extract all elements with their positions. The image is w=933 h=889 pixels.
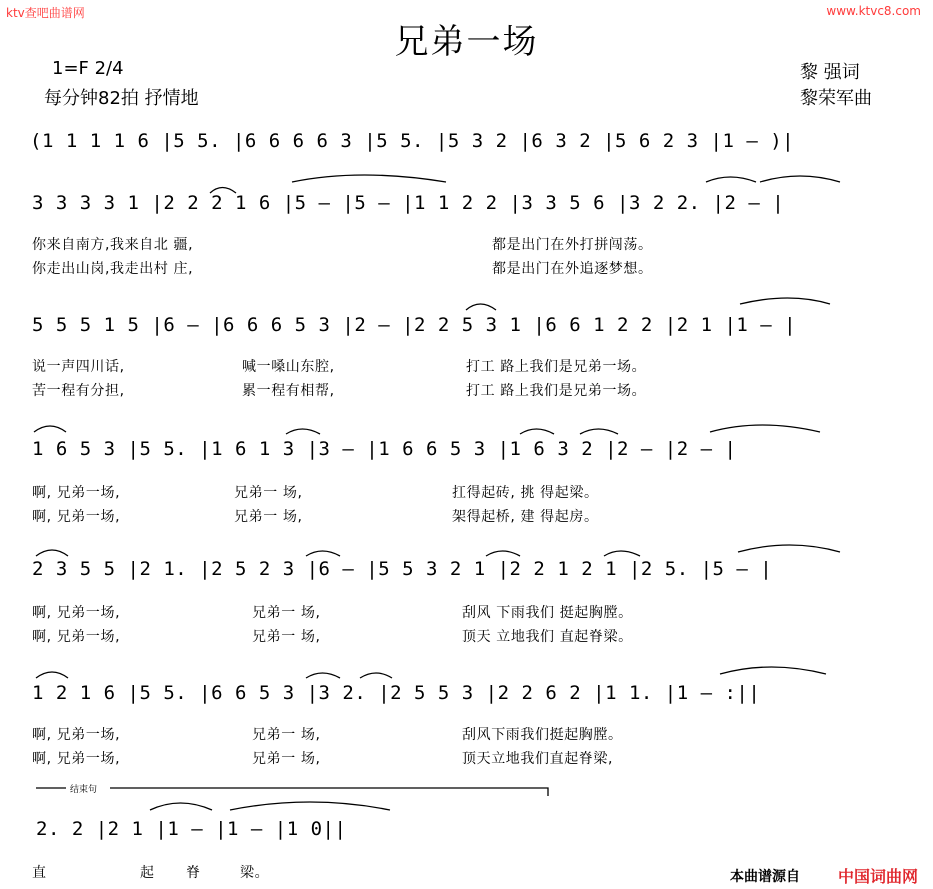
lyric-word: 梁。 (240, 865, 270, 881)
lyricist-credit: 黎 强词 (800, 62, 860, 83)
lyric-line: 打工 路上我们是兄弟一场。 (466, 359, 647, 375)
slur (466, 304, 496, 310)
slur (36, 550, 68, 556)
slur (706, 177, 756, 182)
slur (738, 545, 840, 552)
score-line-1: (1 1 1 1 6 |5 5. |6 6 6 6 3 |5 5. |5 3 2 |6 3 2 |5 6 2 3 |1 – )| (30, 130, 795, 152)
slur (720, 667, 826, 674)
lyric-line: 打工 路上我们是兄弟一场。 (466, 383, 647, 399)
slur (604, 551, 640, 556)
lyric-line: 啊, 兄弟一场, (32, 727, 121, 743)
lyric-line: 苦一程有分担, (32, 383, 125, 399)
slur (230, 802, 390, 810)
score-line-coda: 2. 2 |2 1 |1 – |1 – |1 0|| (36, 818, 347, 840)
slur (34, 426, 66, 432)
score-line-2: 3 3 3 3 1 |2 2 2 1 6 |5 – |5 – |1 1 2 2 |3 3 5 6 |3 2 2. |2 – | (32, 192, 785, 214)
slur (520, 429, 554, 434)
lyric-line: 兄弟一 场, (252, 629, 321, 645)
coda-label: 结束句 (70, 785, 98, 795)
tempo-marking: 每分钟82拍 抒情地 (44, 88, 199, 109)
slur (360, 673, 392, 678)
lyric-line: 兄弟一 场, (234, 509, 303, 525)
watermark-left: ktv查吧曲谱网 (6, 6, 85, 20)
slur (710, 425, 820, 432)
coda-bracket (36, 788, 548, 796)
lyric-line: 兄弟一 场, (234, 485, 303, 501)
slur (760, 176, 840, 182)
lyric-line: 刮风下雨我们挺起胸膛。 (462, 727, 623, 743)
watermark-right: www.ktvc8.com (826, 4, 921, 18)
lyric-line: 兄弟一 场, (252, 751, 321, 767)
source-site-logo: 中国词曲网 (838, 867, 919, 886)
slur (36, 672, 68, 678)
source-label: 本曲谱源自 (730, 869, 800, 885)
lyric-line: 架得起桥, 建 得起房。 (452, 509, 599, 525)
lyric-line: 啊, 兄弟一场, (32, 605, 121, 621)
composer-credit: 黎荣军曲 (800, 88, 872, 109)
lyric-line: 扛得起砖, 挑 得起梁。 (452, 485, 599, 501)
lyric-line: 顶天立地我们直起脊梁, (462, 751, 614, 767)
lyric-line: 顶天 立地我们 直起脊梁。 (462, 629, 633, 645)
lyric-line: 刮风 下雨我们 挺起胸膛。 (462, 605, 633, 621)
lyric-line: 都是出门在外打拼闯荡。 (492, 237, 653, 253)
score-line-4: 1 6 5 3 |5 5. |1 6 1 3 |3 – |1 6 6 5 3 |1 6 3 2 |2 – |2 – | (32, 438, 737, 460)
lyric-line: 啊, 兄弟一场, (32, 509, 121, 525)
key-meter: 1=F 2/4 (52, 58, 124, 79)
slur (740, 298, 830, 304)
lyric-line: 都是出门在外追逐梦想。 (492, 261, 653, 277)
lyric-line: 说一声四川话, (32, 359, 125, 375)
lyric-line: 啊, 兄弟一场, (32, 485, 121, 501)
lyric-line: 累一程有相帮, (242, 383, 335, 399)
slur (210, 188, 236, 194)
lyric-line: 你走出山岗,我走出村 庄, (32, 261, 194, 277)
slur (306, 673, 340, 678)
lyric-line: 啊, 兄弟一场, (32, 751, 121, 767)
score-line-5: 2 3 5 5 |2 1. |2 5 2 3 |6 – |5 5 3 2 1 |2 2 1 2 1 |2 5. |5 – | (32, 558, 773, 580)
slur (306, 551, 340, 556)
lyric-line: 兄弟一 场, (252, 605, 321, 621)
slur (580, 429, 618, 434)
score-line-3: 5 5 5 1 5 |6 – |6 6 6 5 3 |2 – |2 2 5 3 1 |6 6 1 2 2 |2 1 |1 – | (32, 314, 797, 336)
lyric-line: 你来自南方,我来自北 疆, (32, 237, 194, 253)
lyric-line: 啊, 兄弟一场, (32, 629, 121, 645)
slur (292, 175, 446, 182)
slur (486, 551, 520, 556)
slur (150, 803, 212, 810)
score-line-6: 1 2 1 6 |5 5. |6 6 5 3 |3 2. |2 5 5 3 |2 2 6 2 |1 1. |1 – :|| (32, 682, 761, 704)
lyric-word: 脊 (186, 865, 201, 881)
lyric-line: 喊一嗓山东腔, (242, 359, 335, 375)
lyric-word: 起 (140, 865, 155, 881)
lyric-word: 直 (32, 865, 47, 881)
song-title: 兄弟一场 (394, 22, 539, 62)
slur (286, 429, 320, 434)
lyric-line: 兄弟一 场, (252, 727, 321, 743)
